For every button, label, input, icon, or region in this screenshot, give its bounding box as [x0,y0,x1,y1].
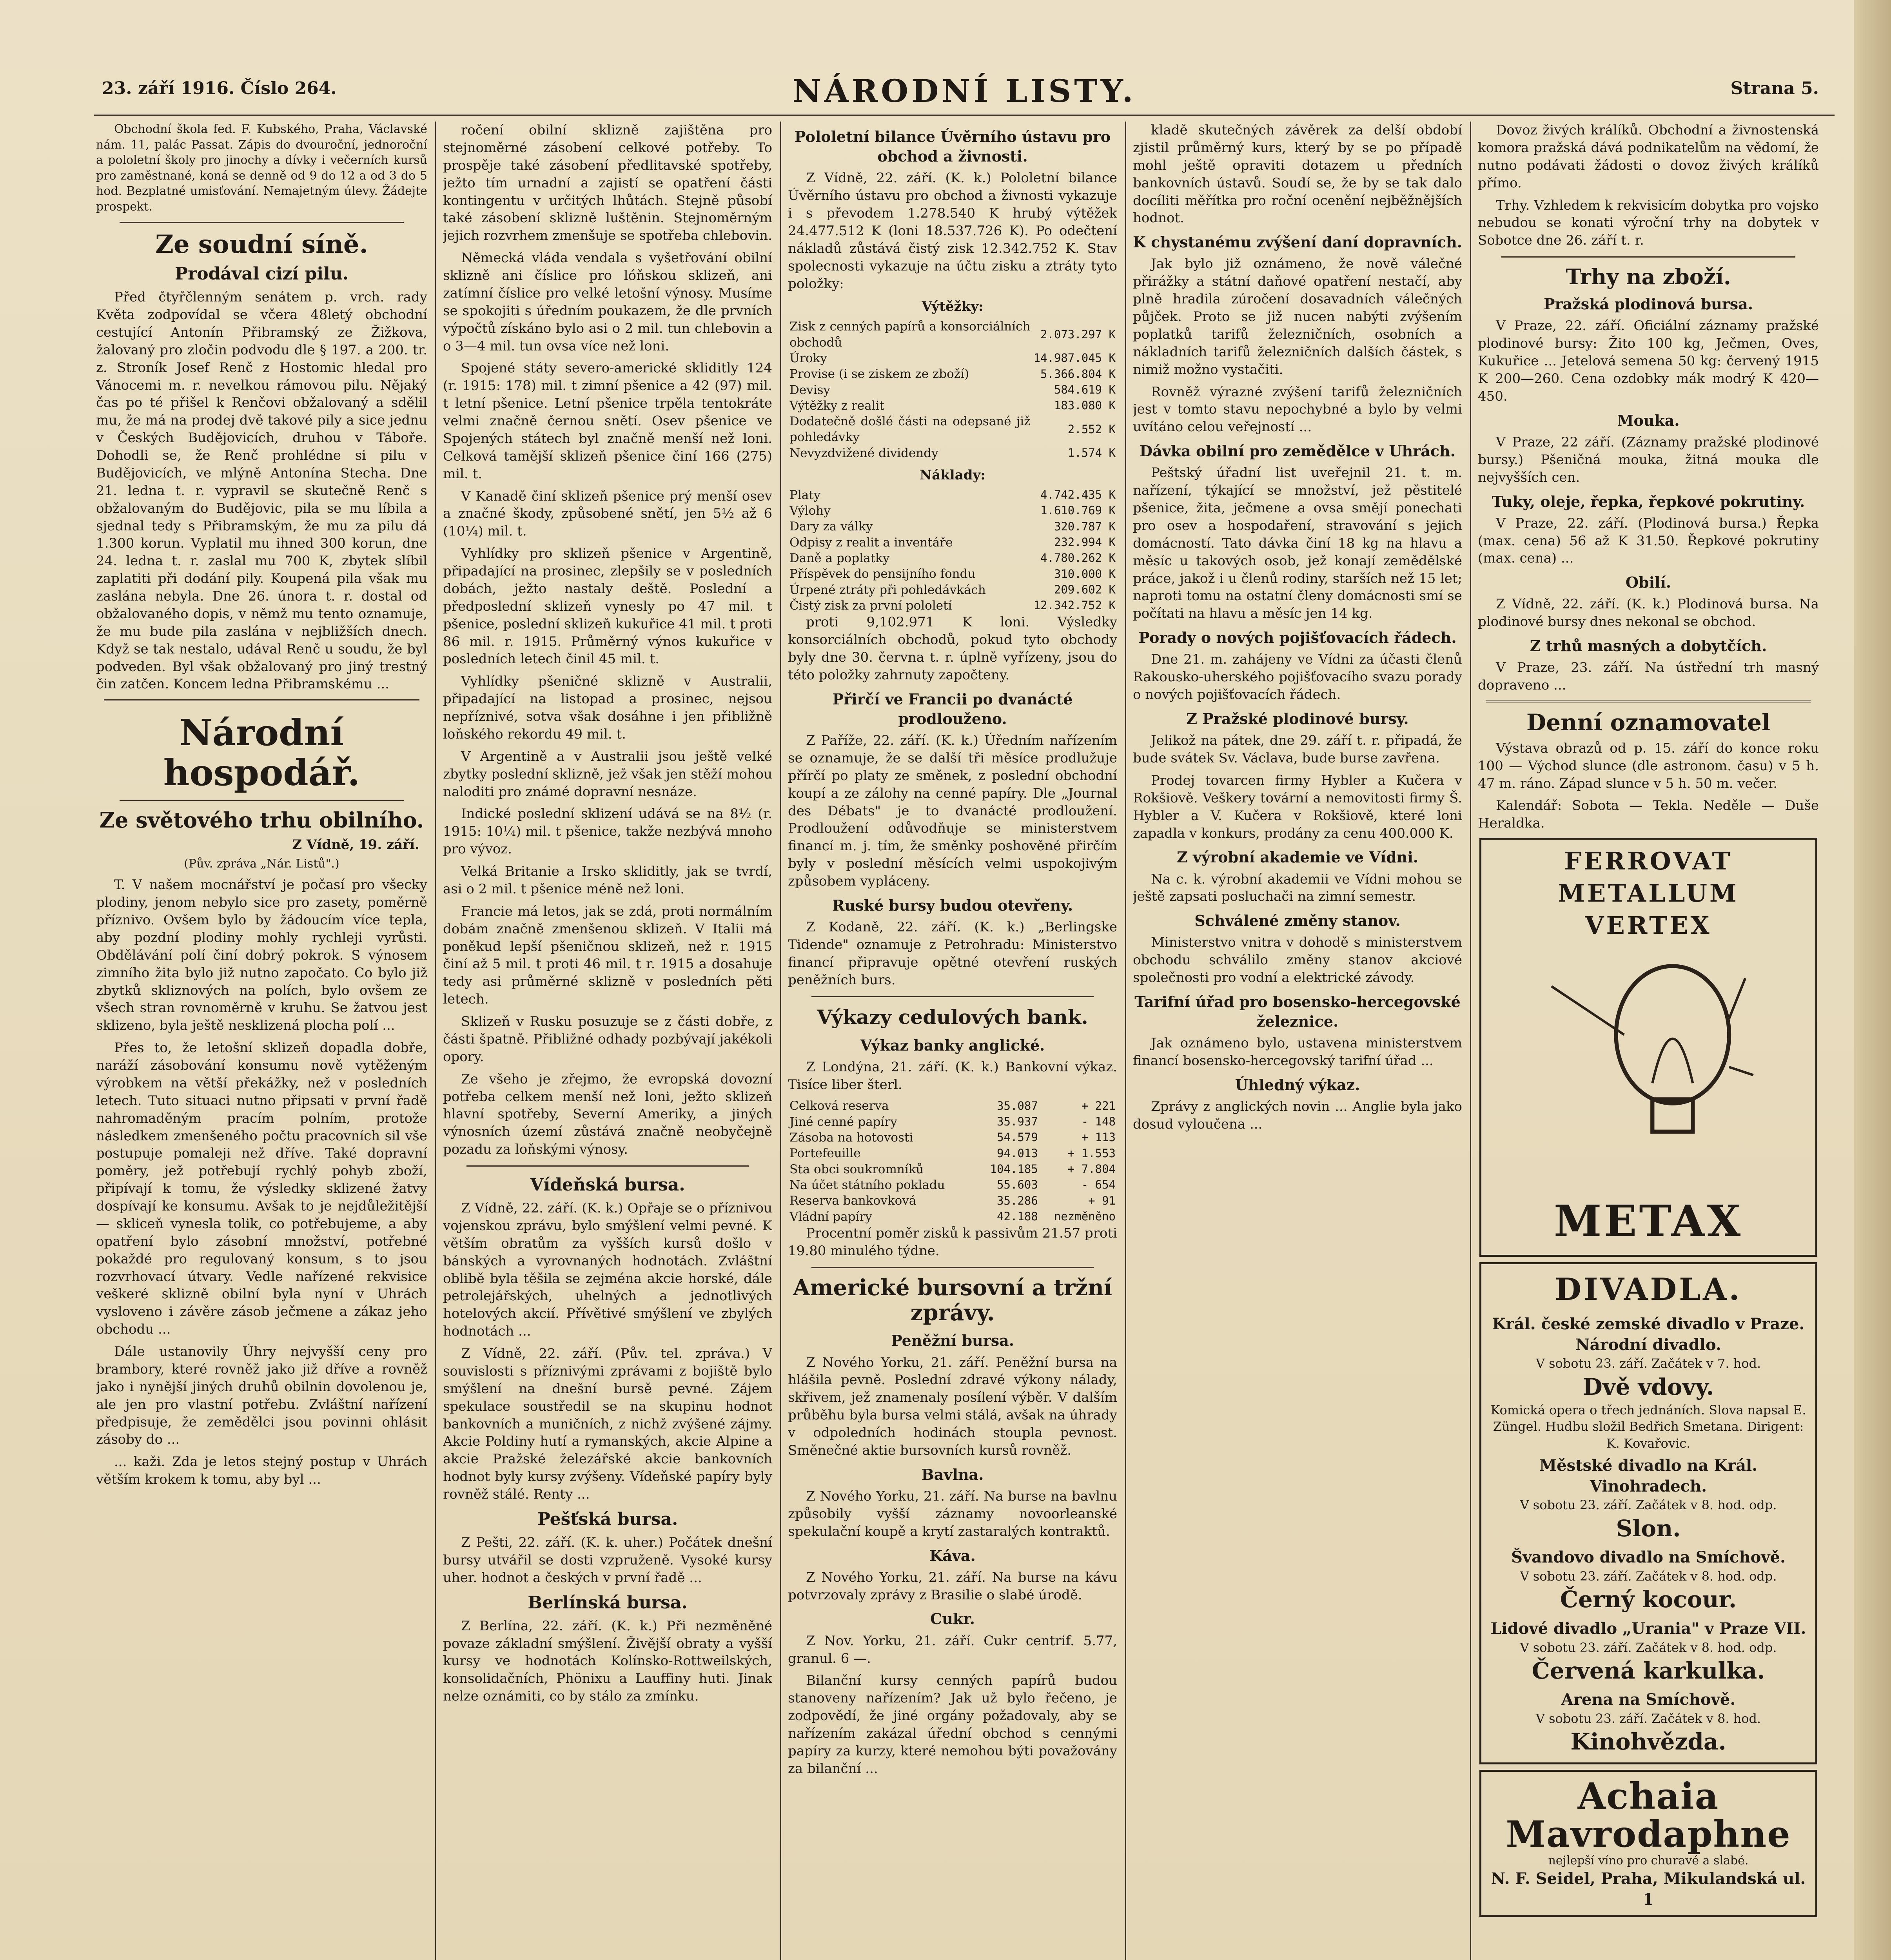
column-3 [788,122,1117,1960]
row-label: Jiné cenné papíry [789,1114,897,1129]
section-title: Výkazy cedulových bank. [817,1005,1088,1029]
paragraph: Jak oznámeno bylo, ustavena ministerstvem financí bosensko-hercegovský tarifní úřad ... [1133,1035,1462,1069]
article-title: Cukr. [930,1610,975,1628]
article-title: Z trhů masných a dobytčích. [1530,637,1767,655]
issue-date: 23. září 1916. Číslo 264. [102,78,337,98]
column-2 [443,122,772,1960]
article-title: Porady o nových pojišťovacích řádech. [1138,629,1457,647]
row-value: 320.787 K [1054,519,1116,533]
paragraph: proti 9,102.971 K loni. Výsledky konsorciálních obchodů, pokud tyto obchody byly dne 30. června t. r. úplně vyřízeny, jsou do této položky zahrnuty započteny. [788,614,1117,683]
paragraph: Rovněž výrazné zvýšení tarifů železničních jest v tomto stavu nepochybné a bylo by velmi uvítáno celou veřejností ... [1133,384,1462,435]
paragraph: Z Vídně, 22. září. (K. k.) Opřaje se o příznivou vojenskou zprávu, bylo smýšlení velmi pevné. K větším obratům za vyšších kursů došlo v bánských a vyrovnaných hodnotách. Zvláštní oblibě byla těšila se zejména akcie horské, dále petrolejářských, uhelných a jednotlivých hotelových akcií. Přívětivé smýšlení ve zbylých hodnotách ... [443,1200,772,1339]
paragraph: Německá vláda vendala s vyšetřování obilní sklizně ani číslice pro lóňskou sklizeň, ani zatímní číslice pro velké letošní výnosy. Musíme se spokojiti s úředním poukazem, že dle prvních výpočtů získáno bylo asi o 2 mil. tun chlebovin a o 3—4 mil. tun ovsa více než loni. [443,250,772,354]
row-value: 183.080 K [1054,399,1116,412]
income-table [788,319,1117,461]
play-cast: Komická opera o třech jednáních. Slova napsal E. Züngel. Hudbu složil Bedřich Smetana. Dirigent: K. Kovařovic. [1490,1403,1806,1451]
row-diff: - 654 [1081,1178,1116,1192]
paragraph: Spojené státy severo-americké skliditly 124 (r. 1915: 178) mil. t zimní pšenice a 42 (97) mil. t letní pšenice. Letní pšenice trpěla tentokráte velmi značně černou snětí. Osev pšenice ve Spojených státech byl značně menší než loni. Celková tamější sklizeň pšenice činí 166 (275) mil. t. [443,360,772,482]
paragraph: Ministerstvo vnitra v dohodě s ministerstvem obchodu schválilo změny stanov akciové společnosti pro vodní a elektrické závody. [1133,935,1462,986]
divider [1486,701,1811,702]
section-title-court: Ze soudní síně. [155,229,368,259]
row-value: 94.013 [997,1146,1038,1160]
column-rule [780,122,781,1960]
theater-name: Král. české zemské divadlo v Praze. Národní divadlo. [1492,1314,1805,1354]
row-value: 104.185 [990,1162,1038,1176]
paragraph: V Praze, 22. září. (Plodinová bursa.) Řepka (max. cena) 56 až K 31.50. Řepkové pokrutiny (max. cena) ... [1478,515,1819,566]
row-label: Čistý zisk za první pololetí [789,598,952,613]
row-value: 2.552 K [1067,422,1116,436]
article-title: Dávka obilní pro zemědělce v Uhrách. [1140,442,1455,460]
article-title: Výkaz banky anglické. [860,1036,1045,1054]
expense-table [788,487,1117,613]
article-title: Káva. [929,1546,976,1564]
theater-info: V sobotu 23. září. Začátek v 8. hod. odp. [1520,1569,1777,1584]
paragraph: Z Nov. Yorku, 21. září. Cukr centrif. 5.77, granul. 6 —. [788,1633,1117,1666]
article-title: Prodával cizí pilu. [174,264,349,284]
theater-info: V sobotu 23. září. Začátek v 8. hod. [1535,1711,1761,1726]
table-row [788,503,1117,519]
article-title: Tarifní úřad pro bosensko-hercegovské železnice. [1134,993,1461,1031]
row-label: Vládní papíry [789,1209,872,1224]
paragraph: V Praze, 23. září. Na ústřední trh masný dopraveno ... [1478,660,1819,693]
paragraph: Vyhlídky pšeničné sklizně v Australii, připadající na listopad a prosinec, nejsou nepříznivé, sotva však dosáhne i jen přibližně loňského rekordu 49 mil. t. [443,673,772,742]
row-label: Odpisy z realit a inventáře [789,535,953,550]
row-label: Daně a poplatky [789,551,890,566]
article-title: Mouka. [1617,411,1680,429]
paragraph: Zprávy z anglických novin ... Anglie byla jako dosud vyloučena ... [1133,1099,1462,1132]
row-value: 4.780.262 K [1040,551,1116,565]
paragraph: Prodej tovarcen firmy Hybler a Kučera v Rokšiově. Veškery tovární a nemovitosti firmy Š. Hybler a V. Kučera v Rokšiově, které loni zapadla v konkurs, prodány za cenu 400.000 K. [1133,772,1462,841]
article-title: Z Pražské plodinové bursy. [1186,710,1409,728]
row-value: 35.087 [997,1099,1038,1112]
column-rule [1470,122,1471,1960]
light-bulb-icon [1487,942,1810,1192]
table-row [788,519,1117,534]
ad-address: N. F. Seidel, Praha, Mikulandská ul. 1 [1491,1869,1806,1909]
row-diff: + 91 [1088,1194,1116,1207]
table-row [788,414,1117,445]
table-row [788,550,1117,566]
paragraph: Peštský úřadní list uveřejnil 21. t. m. nařízení, týkající se množství, jež pěstitelé pšenice, žita, ječmene a ovsa smějí ponechati pro osev a hospodaření, stravování s jejich domácností. Tato dávka činí 18 kg na hlavu a měsíc u takových osob, jež konají zemědělské práce, jakož i u členů rodiny, starších než 15 let; naproti tomu na ostatní členy domácnosti smí se počítati na hlavu a měsíc jen 14 kg. [1133,465,1462,622]
row-label: Úroky [789,351,827,365]
ad-line: METALLUM [1558,879,1739,908]
ad-subtitle: nejlepší víno pro churavé a slabé. [1548,1854,1749,1868]
paragraph: V Praze, 22 září. (Záznamy pražské plodinové bursy.) Pšeničná mouka, žitná mouka dle nejvyšších cen. [1478,434,1819,485]
row-label: Portefeuille [789,1146,861,1161]
row-value: 2.073.297 K [1040,327,1116,341]
paragraph: Z Nového Yorku, 21. září. Na burse na bavlnu způsobily vyšší záznamy novoorleanské spekulační koupě a krytí zastaralých kontraktů. [788,1488,1117,1539]
row-label: Příspěvek do pensijního fondu [789,567,976,581]
article-body: Před čtyřčlenným senátem p. vrch. rady Květa zodpovídal se včera 48letý obchodní cestující Antonín Přibramský ze Žižkova, žalovaný pro zločin podvodu dle § 197. a 200. tr. z. Stroník Josef Renč z Hostomic hledal pro Vánocemi m. r. nevelkou rámovou pilu. Nějaký čas po té přišel k Renčovi obžalovaný a sdělil mu, že má na prodej dvě takové pily a sice jednu v Českých Budějovicích, druhou v Táboře. Dohodli se, že Renč prohlédne si pilu v Budějovicích, ve mlýně Antonína Stecha. Dne 21. ledna t. r. vypravil se skutečně Renč s obžalovaným do Budějovic, pila se mu líbila a sjednal tedy s Přibramským, že mu za pilu dá 1.300 korun. Vyplatil mu ihned 300 korun, dne 24. ledna t. r. zaslal mu 700 K, zbytek slíbil zaplatiti při dodání pily. Koupená pila však mu zaslána nebyla. Dne 26. února t. r. dostal od obžalovaného dopis, v němž mu tento oznamuje, že mu bude pila zaslána v nejbližších dnech. Když se tak nestalo, udával Renč u soudu, že byl podveden. Byl však obžalovaný pro jiný trestný čin zatčen. Koncem ledna Přibramskému ... [96,289,427,692]
row-label: Sta obci soukromníků [789,1162,924,1176]
row-value: 42.188 [997,1209,1038,1223]
paragraph: Z Kodaně, 22. září. (K. k.) „Berlingske Tidende" oznamuje z Petrohradu: Ministerstvo financí připravuje opětné otevření ruských peněžních burs. [788,919,1117,988]
column-rule [435,122,436,1960]
row-label: Reserva bankovková [789,1194,916,1208]
ad-title: Achaia Mavrodaphne [1506,1775,1791,1855]
paragraph: Dovoz živých králíků. Obchodní a živnostenská komora pražská dává podnikatelům na vědomí, že nutno podávati žádosti o dovoz živých králíků přímo. [1478,122,1819,191]
table-row [788,598,1117,613]
paragraph: Kalendář: Sobota — Tekla. Neděle — Duše Heraldka. [1478,798,1819,831]
paragraph: Dne 21. m. zahájeny ve Vídni za účasti členů Rakousko-uherského pojišťovacího svazu porady o nových pojišťovacích řádech. [1133,652,1462,703]
section-title: Berlínská bursa. [528,1592,688,1613]
section-title: Trhy na zboží. [1566,264,1731,290]
play-title: Kinohvězda. [1570,1728,1726,1755]
row-value: 12.342.752 K [1033,599,1116,612]
paragraph: V Praze, 22. září. Oficiální záznamy pražské plodinové bursy: Žito 100 kg, Ječmen, Oves, Kukuřice ... Jetelová semena 50 kg: červený 1915 K 200—260. Cena ozdobky mák modrý K 420—450. [1478,318,1819,404]
column-4 [1133,122,1462,1960]
ad-line: VERTEX [1585,911,1712,940]
article-title: Ruské bursy budou otevřeny. [832,896,1073,914]
paragraph: Francie má letos, jak se zdá, proti normálním dobám značně zmenšenou sklizeň. V Italii má poněkud lepší pšeničnou sklizeň, než r. 1915 činí až 5 mil. t proti 46 mil. t r. 1915 a dosahuje tedy asi průměrné sklizně v posledních pěti letech. [443,903,772,1007]
table-row [788,535,1117,550]
theater-name: Arena na Smíchově. [1561,1690,1736,1709]
section-title: Vídeňská bursa. [530,1175,685,1195]
section-title: Denní oznamovatel [1526,709,1771,736]
paragraph: Z Vídně, 22. září. (Pův. tel. zpráva.) V souvislosti s příznivými zprávami z bojiště bylo smýšlení na dnešní bursě pevné. Zájem spekulace soustředil se na skupinu hodnot bankovních a muničních, z nichž zvýšené zájmy. Akcie Poldiny hutí a rymanských, akcie Alpine a akcie Pražské železářské akcie bankovních hodnot byly kursy zvýšeny. Vídeňské papíry byly rovněž stálé. Renty ... [443,1346,772,1503]
column-rule [1125,122,1126,1960]
table-heading: Výtěžky: [922,299,984,315]
theater-info: V sobotu 23. září. Začátek v 8. hod. odp. [1520,1640,1777,1655]
paragraph: Z Vídně, 22. září. (K. k.) Pololetní bilance Úvěrního ústavu pro obchod a živnosti vykazuje i s převodem 1.278.540 K hrubý výtěžek 24.477.512 K (loni 18.537.726 K). Po odečtení nákladů zůstává čistý zisk 12.342.752 K. Stav spolecnosti vykazuje na účtu zisku a ztráty tyto položky: [788,170,1117,292]
paragraph: Sklizeň v Rusku posuzuje se z části dobře, z části špatně. Přibližné odhady pozbývají jakékoli opory. [443,1014,772,1065]
row-value: 54.579 [997,1131,1038,1144]
paragraph: Indické poslední sklizení udává se na 8½ (r. 1915: 10¼) mil. t pšenice, takže nezbývá mnoho pro vývoz. [443,806,772,857]
table-row [788,366,1117,382]
table-row [788,1209,1117,1225]
page-header [94,71,1835,116]
table-row [788,1193,1117,1209]
table-row [788,319,1117,350]
article-title: K chystanému zvýšení daní dopravních. [1133,233,1462,251]
paragraph: Ze všeho je zřejmo, že evropská dovozní potřeba celkem menší než loni, ježto sklizeň hlavní spotřeby, Severní Ameriky, a jiných výnosních území zůstává značně neobyčejně pozadu za loňskými výnosy. [443,1071,772,1158]
row-label: Na účet státního pokladu [789,1178,945,1192]
row-value: 232.994 K [1054,535,1116,549]
paragraph: Výstava obrazů od p. 15. září do konce roku 100 — Východ slunce (dle astronom. času) v 5 h. 47 m. ráno. Západ slunce v 5 h. 50 m. večer. [1478,740,1819,791]
paragraph: Z Berlína, 22. září. (K. k.) Při nezměněné povaze základní smýšlení. Živější obraty a vyšší kursy ve hodnotách Kolínsko-Rottweilských, konsolidačních, Phönixu a Lauffiny huti. Jinak nelze oznámiti, co by stálo za zmínku. [443,1618,772,1704]
article-title: Tuky, oleje, řepka, řepkové pokrutiny. [1492,492,1805,510]
table-row [788,1161,1117,1177]
play-title: Slon. [1616,1515,1681,1542]
article-title: Schválené změny stanov. [1194,912,1401,930]
row-diff: + 113 [1081,1131,1116,1144]
paragraph: kladě skutečných závěrek za delší období zjistil průměrný kurs, který by se po případě mohl ještě opraviti dotazem u předních bankovních ústavů. Soudí se, že by se tak dalo docíliti měřítka pro roční ocenění nejběžnějších hodnot. [1133,122,1462,226]
column-5 [1478,122,1819,1960]
row-diff: + 7.804 [1067,1162,1116,1176]
row-value: 310.000 K [1054,567,1116,581]
table-row [788,350,1117,366]
column-1 [96,122,427,1960]
paragraph: Z Pešti, 22. září. (K. k. uher.) Počátek dnešní bursy utvářil se dosti vzpruženě. Vysoké kursy uher. hodnot a českých v první řadě ... [443,1535,772,1586]
paragraph: Procentní poměr zisků k passivům 21.57 proti 19.80 minulého týdne. [788,1225,1117,1259]
article-title: Bavlna. [921,1465,984,1483]
article-title: Peněžní bursa. [891,1332,1014,1350]
masthead: NÁRODNÍ LISTY. [792,73,1136,109]
table-heading: Náklady: [920,467,985,483]
theater-name: Švandovo divadlo na Smíchově. [1511,1548,1786,1567]
paragraph: Z Paříže, 22. září. (K. k.) Úředním nařízením se oznamuje, že se další tři měsíce prodlužuje přírčí po platy ze směnek, z poslední obchodní koupí a ze zálohy na cenné papíry. Dle „Journal des Débats" je to dvanácté prodloužení. Prodloužení odůvodňuje se ministerstvem financí m. j. tím, že směnky poshověné přirčím byly v poslední měsících velmi uspokojivým způsobem vypláceny. [788,733,1117,889]
paragraph: ... kaži. Zda je letos stejný postup v Uhrách větším krokem k tomu, aby byl ... [96,1454,427,1488]
row-label: Dary za války [789,519,873,534]
paragraph: V Argentině a v Australii jsou ještě velké zbytky poslední sklizně, jež však jen stěží mohou naloditi pro známé dopravní nesnáze. [443,748,772,800]
row-value: 1.574 K [1067,446,1116,459]
source-note: (Pův. zpráva „Nár. Listů".) [184,857,339,871]
page-binding-edge [1854,0,1891,1960]
paragraph: Z Nového Yorku, 21. září. Peněžní bursa na hlášila pevně. Poslední zdravé výkony nálady, skřivem, jež znamenaly posílení výběr. V dalším průběhu byla bursa velmi stálá, avšak na úhrady v odpoledních hodinách stoupla pevnost. Směnečné aktie bursovních kursů rovněž. [788,1354,1117,1458]
paragraph: ročení obilní sklizně zajištěna pro stejnoměrné zásobení celkové potřeby. To prospěje také zásobení předlitavské spotřeby, ježto tím urnadní a zajistí se opatření části kontingentu v určitých lhůtách. Stejně působí také zásobení sklizně luštěnin. Stejnoměrným jejich rozvrhem zmenšuje se spotřeba chlebovin. [443,122,772,244]
row-diff: - 148 [1081,1115,1116,1129]
theater-name: Lidové divadlo „Urania" v Praze VII. [1490,1619,1806,1638]
article-title: Z výrobní akademie ve Vídni. [1177,848,1418,866]
theater-info: V sobotu 23. září. Začátek v 7. hod. [1535,1356,1761,1371]
table-row [788,1145,1117,1161]
paragraph: T. V našem mocnářství je počasí pro všecky plodiny, jenom nebylo sice pro zasety, poměrně příznivo. Ovšem bylo by žádoucím více tepla, aby pozdní plodiny mohly rychleji vyrůsti. Obdělávání polí činí dobrý pokrok. S výnosem zimního žita bylo již nutno započato. Co bylo již zbytků skliznových na polích, bylo ovšem ze všech stran rovnoměrně v kruhu. Se žatvou jest sklizeno, byla ještě nesklizená plocha polí ... [96,877,427,1034]
divider [104,699,419,701]
row-label: Úrpené ztráty při pohledávkách [789,583,986,597]
theater-title: DIVADLA. [1555,1271,1742,1307]
paragraph: Velká Britanie a Irsko skliditly, jak se tvrdí, asi o 2 mil. t pšenice méně než loni. [443,864,772,897]
paragraph: V Kanadě činí sklizeň pšenice prý menší osev a značné škody, způsobené snětí, jen 5½ až 6 (10¼) mil. t. [443,488,772,539]
divider [1501,256,1795,258]
divider [466,1165,749,1167]
paragraph: Bilanční kursy cenných papírů budou stanoveny nařízením? Jak už bylo řečeno, je zodpovědí, že jiné orgány požadovaly, aby se nařízením zakázal úřední obchod s cennými papíry za kurzy, které nemohou býti považovány za bilanční ... [788,1673,1117,1777]
row-value: 5.366.804 K [1040,367,1116,381]
play-title: Dvě vdovy. [1582,1373,1714,1400]
section-title: Pešťská bursa. [537,1509,678,1529]
table-row [788,1130,1117,1145]
article-title: Obilí. [1625,573,1671,592]
row-label: Zisk z cenných papírů a konsorciálních obchodů [789,319,1031,350]
article-title: Ze světového trhu obilního. [99,807,424,833]
row-label: Devisy [789,383,831,397]
table-row [788,445,1117,461]
table-row [788,398,1117,414]
table-row [788,1177,1117,1193]
row-diff: nezměněno [1054,1209,1116,1223]
ad-line: FERROVAT [1564,847,1733,876]
row-diff: + 1.553 [1067,1146,1116,1160]
row-value: 35.937 [997,1115,1038,1129]
row-value: 584.619 K [1054,383,1116,396]
row-value: 55.603 [997,1178,1038,1192]
play-title: Červená karkulka. [1532,1657,1765,1684]
section-title: Americké bursovní a tržní zprávy. [793,1274,1112,1326]
row-value: 1.610.769 K [1040,504,1116,517]
divider [811,1267,1094,1268]
table-row [788,1098,1117,1114]
row-diff: + 221 [1081,1099,1116,1112]
mavrodaphne-advertisement [1479,1770,1817,1917]
row-label: Platy [789,488,821,502]
table-row [788,1114,1117,1130]
row-label: Výtěžky z realit [789,398,885,413]
theater-listings [1479,1262,1817,1764]
row-label: Provise (i se ziskem ze zboží) [789,367,969,381]
paragraph: Z Vídně, 22. září. (K. k.) Plodinová bursa. Na plodinové bursy dnes nekonal se obchod. [1478,596,1819,630]
ad-brand: METAX [1553,1195,1743,1246]
paragraph: Z Londýna, 21. září. (K. k.) Bankovní výkaz. Tisíce liber šterl. [788,1059,1117,1093]
paragraph: Jak bylo již oznámeno, že nově válečné přirážky a státní daňové opatření nestačí, aby plně hradila zúročení dosavadních válečných půjček. Proto se již nucen nabýti zvýšením poplatků tarifů železničních, osobních a nákladních tarifů železničních dalších částek, s nimiž možno vystačiti. [1133,256,1462,377]
row-label: Dodatečně došlé části na odepsané již pohledávky [789,414,1031,445]
dateline: Z Vídně, 19. září. [292,837,419,853]
paragraph: Trhy. Vzhledem k rekvisicím dobytka pro vojsko nebudou se konati výroční trhy na dobytek v Sobotce dne 26. září t. r. [1478,197,1819,249]
row-value: 14.987.045 K [1033,351,1116,365]
theater-name: Městské divadlo na Král. Vinohradech. [1539,1456,1758,1495]
paragraph: Na c. k. výrobní akademii ve Vídni mohou se ještě zapsati posluchači na zimní semestr. [1133,871,1462,905]
paragraph: Dále ustanovily Úhry nejvyšší ceny pro brambory, které rovněž jako již dříve a rovněž jako i nynější jiných druhů obilnin dovolenou je, ale jen pro vlastní potřebu. Zvláštní nařízení předpisuje, že zemědělci jsou povinni ohlásit zásoby do ... [96,1344,427,1448]
school-notice: Obchodní škola fed. F. Kubského, Praha, Václavské nám. 11, palác Passat. Zápis do dvouroční, jednoroční a pololetní školy pro jinochy a dívky i večerních kursů pro zaměstnané, koná se denně od 9 do 12 a od 3 do 5 hod. Bezplatné umisťování. Nemajetným úlevy. Žádejte prospekt. [96,122,427,214]
bank-table [788,1098,1117,1224]
row-value: 4.742.435 K [1040,488,1116,502]
paragraph: Přes to, že letošní sklizeň dopadla dobře, naráží zásobování konsumu nově vytěženým výrobkem na větší překážky, než v posledních letech. Tuto situaci nutno připsati v první řadě nahromaděným pracím polním, protože následkem zmenšeného počtu pracovních sil vše postupuje pomaleji než dříve. Také dopravní poměry, jež potřebují rychlý pohyb zboží, připívají k tomu, že výsledky sklizené žatvy dospívají ke konsumu. Avšak to je nejdůležitější — skliceň vynesla tolik, co potřebujeme, a aby opatření bylo zásobní množství, potřebné pokaždé pro regulovaný konsum, s to jsou rozvrhovací útvary. Vedle nařízené rekvisice veškeré sklizně obilní byla nyní v Uhrách vysloveno i závěre zásob ječmene a zákaz jeho obchodu ... [96,1040,427,1338]
page-number: Strana 5. [1730,78,1819,98]
metax-advertisement [1479,838,1817,1257]
row-label: Výlohy [789,504,831,518]
paragraph: Z Nového Yorku, 21. září. Na burse na kávu potvrzovaly zprávy z Brasilie o slabé úrodě. [788,1569,1117,1603]
table-row [788,582,1117,598]
row-value: 35.286 [997,1194,1038,1207]
row-label: Nevyzdvižené dividendy [789,446,938,460]
article-title: Úhledný výkaz. [1235,1076,1360,1094]
theater-info: V sobotu 23. září. Začátek v 8. hod. odp. [1520,1497,1777,1513]
row-value: 209.602 K [1054,583,1116,596]
section-title-economy: Národní hospodář. [163,711,360,794]
article-title: Přirčí ve Francii po dvanácté prodlouženo. [832,690,1073,728]
row-label: Zásoba na hotovosti [789,1131,913,1145]
article-title: Pololetní bilance Úvěrního ústavu pro obchod a živnosti. [794,128,1111,165]
paragraph: Jelikož na pátek, dne 29. září t. r. připadá, že bude svátek Sv. Václava, bude burse zavřena. [1133,733,1462,766]
row-label: Celková reserva [789,1099,889,1113]
divider [120,222,404,223]
play-title: Černý kocour. [1560,1586,1737,1613]
article-title: Pražská plodinová bursa. [1543,295,1753,313]
divider [120,800,404,801]
paragraph: Vyhlídky pro sklizeň pšenice v Argentině, připadající na prosinec, zlepšily se v posledních dobách, ježto nastaly deště. Poslední a předposlední sklizeň vynesly po 47 mil. t pšenice, poslední sklizeň kukuřice 41 mil. t proti 86 mil. r. 1915. Průměrný výnos kukuřice v posledních letech činil 45 mil. t. [443,546,772,667]
table-row [788,487,1117,503]
table-row [788,566,1117,582]
divider [811,996,1094,997]
table-row [788,382,1117,398]
